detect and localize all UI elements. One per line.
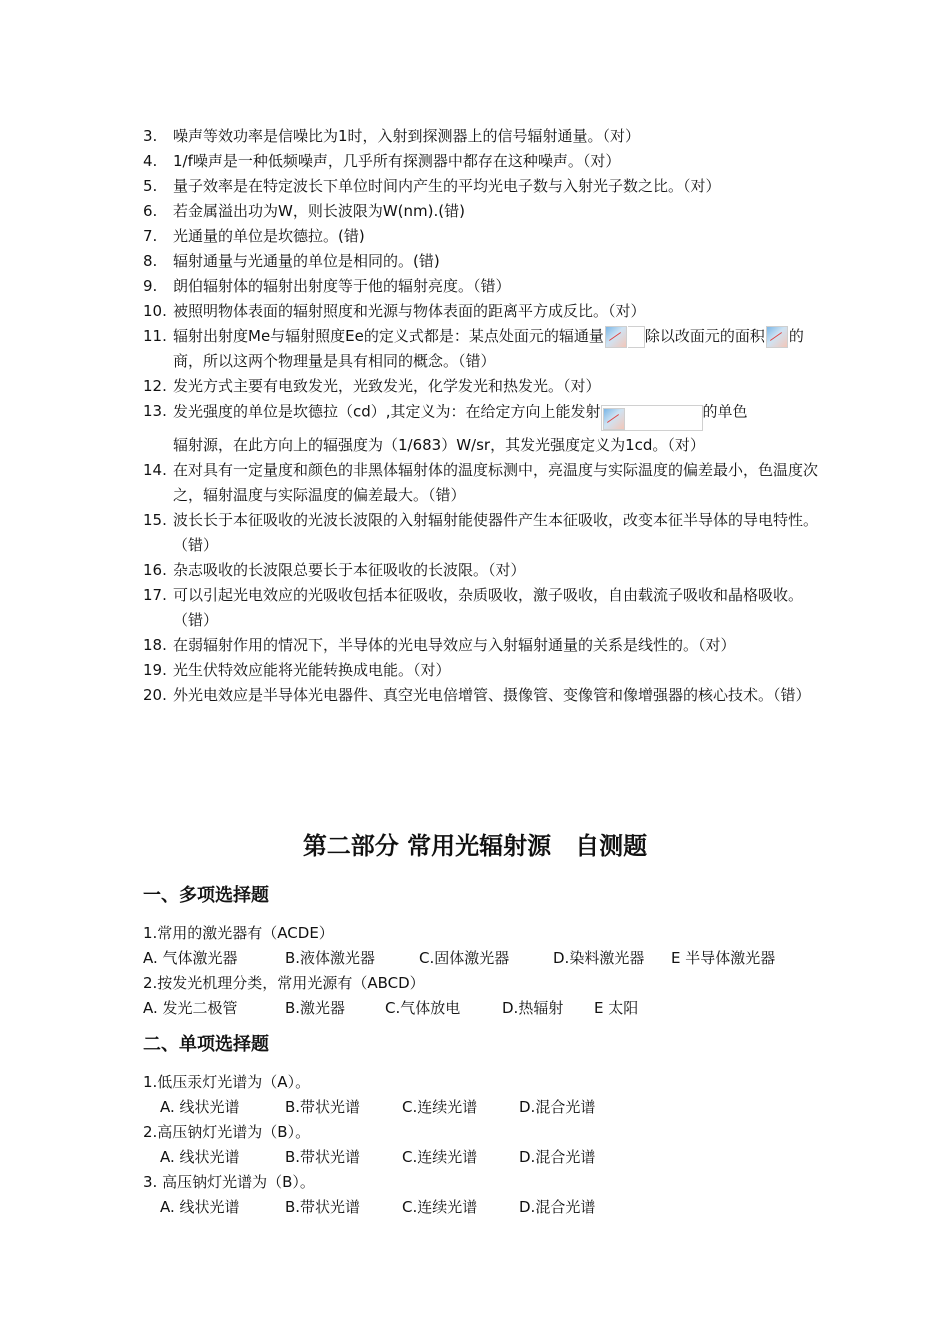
item-number: 12.	[143, 377, 167, 395]
item-number: 6.	[143, 202, 158, 220]
list-item	[143, 149, 823, 174]
list-item	[143, 174, 823, 199]
option: A. 线状光谱	[160, 1198, 240, 1216]
item-number: 16.	[143, 561, 167, 579]
item-text: 外光电效应是半导体光电器件、真空光电倍增管、摄像管、变像管和像增强器的核心技术。（错）	[173, 686, 811, 704]
options-row	[160, 1145, 595, 1170]
item-text: 发光方式主要有电致发光，光致发光，化学发光和热发光。（对）	[173, 377, 601, 395]
list-item	[143, 224, 823, 249]
item-number: 10.	[143, 302, 167, 320]
item-text: 1/f噪声是一种低频噪声，几乎所有探测器中都存在这种噪声。（对）	[173, 152, 621, 170]
list-item	[143, 458, 823, 508]
option: C.连续光谱	[402, 1198, 478, 1216]
option: D.染料激光器	[553, 949, 645, 967]
list-item	[143, 249, 823, 274]
broken-image-icon	[605, 326, 627, 348]
broken-image-icon	[603, 408, 625, 430]
option: C.连续光谱	[402, 1148, 478, 1166]
question-text: 1.常用的激光器有（ACDE）	[143, 924, 334, 942]
section-title: 第二部分 常用光辐射源 自测题	[302, 832, 648, 860]
option: B.带状光谱	[285, 1098, 361, 1116]
option: C.固体激光器	[419, 949, 510, 967]
option: B.带状光谱	[285, 1148, 361, 1166]
list-item	[143, 399, 823, 458]
item-text-part: 的商，所以这两个物理量是具有相同的概念。（错）	[173, 327, 804, 370]
item-text-part: 除以改面元的面积	[644, 327, 765, 345]
item-text	[173, 324, 823, 374]
true-false-list	[143, 124, 823, 708]
list-item	[143, 658, 823, 683]
question-text: 2.高压钠灯光谱为（B）。	[143, 1123, 311, 1141]
item-number: 14.	[143, 461, 167, 479]
item-text: 噪声等效功率是信噪比为1时，入射到探测器上的信号辐射通量。（对）	[173, 127, 641, 145]
option: B.带状光谱	[285, 1198, 361, 1216]
list-item	[143, 633, 823, 658]
item-text: 被照明物体表面的辐射照度和光源与物体表面的距离平方成反比。（对）	[173, 302, 646, 320]
item-text: 辐射通量与光通量的单位是相同的。(错)	[173, 252, 440, 270]
multi-choice-heading: 一、多项选择题	[143, 885, 269, 906]
option: E 太阳	[594, 999, 639, 1017]
item-text: 光生伏特效应能将光能转换成电能。（对）	[173, 661, 451, 679]
item-text: 杂志吸收的长波限总要长于本征吸收的长波限。（对）	[173, 561, 526, 579]
item-text-part: 辐射出射度Me与辐射照度Ee的定义式都是：某点处面元的辐通量	[173, 327, 604, 345]
item-text: 光通量的单位是坎德拉。(错)	[173, 227, 365, 245]
option: D.热辐射	[502, 999, 564, 1017]
item-text-part: 发光强度的单位是坎德拉（cd）,其定义为：在给定方向上能发射	[173, 402, 601, 421]
question-text: 2.按发光机理分类，常用光源有（ABCD）	[143, 974, 425, 992]
item-number: 4.	[143, 152, 158, 170]
single-choice-heading: 二、单项选择题	[143, 1034, 269, 1055]
options-row	[143, 996, 638, 1021]
item-text-part: 的单色	[702, 402, 748, 421]
list-item	[143, 583, 823, 633]
item-text: 波长长于本征吸收的光波长波限的入射辐射能使器件产生本征吸收，改变本征半导体的导电特性。（错）	[173, 511, 819, 554]
option: A. 发光二极管	[143, 999, 238, 1017]
list-item	[143, 199, 823, 224]
broken-image-icon	[766, 326, 788, 348]
list-item	[143, 324, 823, 374]
image-frame	[601, 405, 703, 431]
list-item	[143, 558, 823, 583]
item-number: 7.	[143, 227, 158, 245]
option: A. 线状光谱	[160, 1148, 240, 1166]
list-item	[143, 299, 823, 324]
options-row	[160, 1195, 595, 1220]
option: D.混合光谱	[519, 1198, 596, 1216]
options-row	[143, 946, 775, 971]
item-text: 在对具有一定量度和颜色的非黑体辐射体的温度标测中，亮温度与实际温度的偏差最小，色温度次之，辐射温度与实际温度的偏差最大。（错）	[173, 461, 819, 504]
item-text: 量子效率是在特定波长下单位时间内产生的平均光电子数与入射光子数之比。（对）	[173, 177, 721, 195]
option: C.气体放电	[385, 999, 461, 1017]
item-text-part: 辐射源，在此方向上的辐强度为（1/683）W/sr，其发光强度定义为1cd。（对）	[173, 436, 705, 454]
item-text: 可以引起光电效应的光吸收包括本征吸收，杂质吸收，激子吸收，自由载流子吸收和晶格吸收。（错）	[173, 586, 804, 629]
option: A. 线状光谱	[160, 1098, 240, 1116]
option: B.激光器	[285, 999, 346, 1017]
item-number: 20.	[143, 686, 167, 704]
image-frame	[628, 326, 645, 348]
question-text: 1.低压汞灯光谱为（A）。	[143, 1073, 311, 1091]
list-item	[143, 683, 823, 708]
list-item	[143, 508, 823, 558]
list-item	[143, 124, 823, 149]
item-number: 13.	[143, 402, 167, 420]
item-number: 8.	[143, 252, 158, 270]
item-number: 11.	[143, 327, 167, 345]
item-number: 19.	[143, 661, 167, 679]
item-text	[173, 399, 823, 458]
item-text: 在弱辐射作用的情况下，半导体的光电导效应与入射辐射通量的关系是线性的。（对）	[173, 636, 736, 654]
item-number: 17.	[143, 586, 167, 604]
option: E 半导体激光器	[671, 949, 776, 967]
item-number: 5.	[143, 177, 158, 195]
item-number: 3.	[143, 127, 158, 145]
item-text: 朗伯辐射体的辐射出射度等于他的辐射亮度。（错）	[173, 277, 511, 295]
question-text: 3. 高压钠灯光谱为（B）。	[143, 1173, 315, 1191]
list-item	[143, 374, 823, 399]
item-number: 18.	[143, 636, 167, 654]
item-text: 若金属溢出功为W，则长波限为W(nm).(错)	[173, 202, 465, 220]
list-item	[143, 274, 823, 299]
option: B.液体激光器	[285, 949, 376, 967]
option: D.混合光谱	[519, 1148, 596, 1166]
item-number: 15.	[143, 511, 167, 529]
options-row	[160, 1095, 595, 1120]
option: C.连续光谱	[402, 1098, 478, 1116]
option: D.混合光谱	[519, 1098, 596, 1116]
item-number: 9.	[143, 277, 158, 295]
option: A. 气体激光器	[143, 949, 238, 967]
